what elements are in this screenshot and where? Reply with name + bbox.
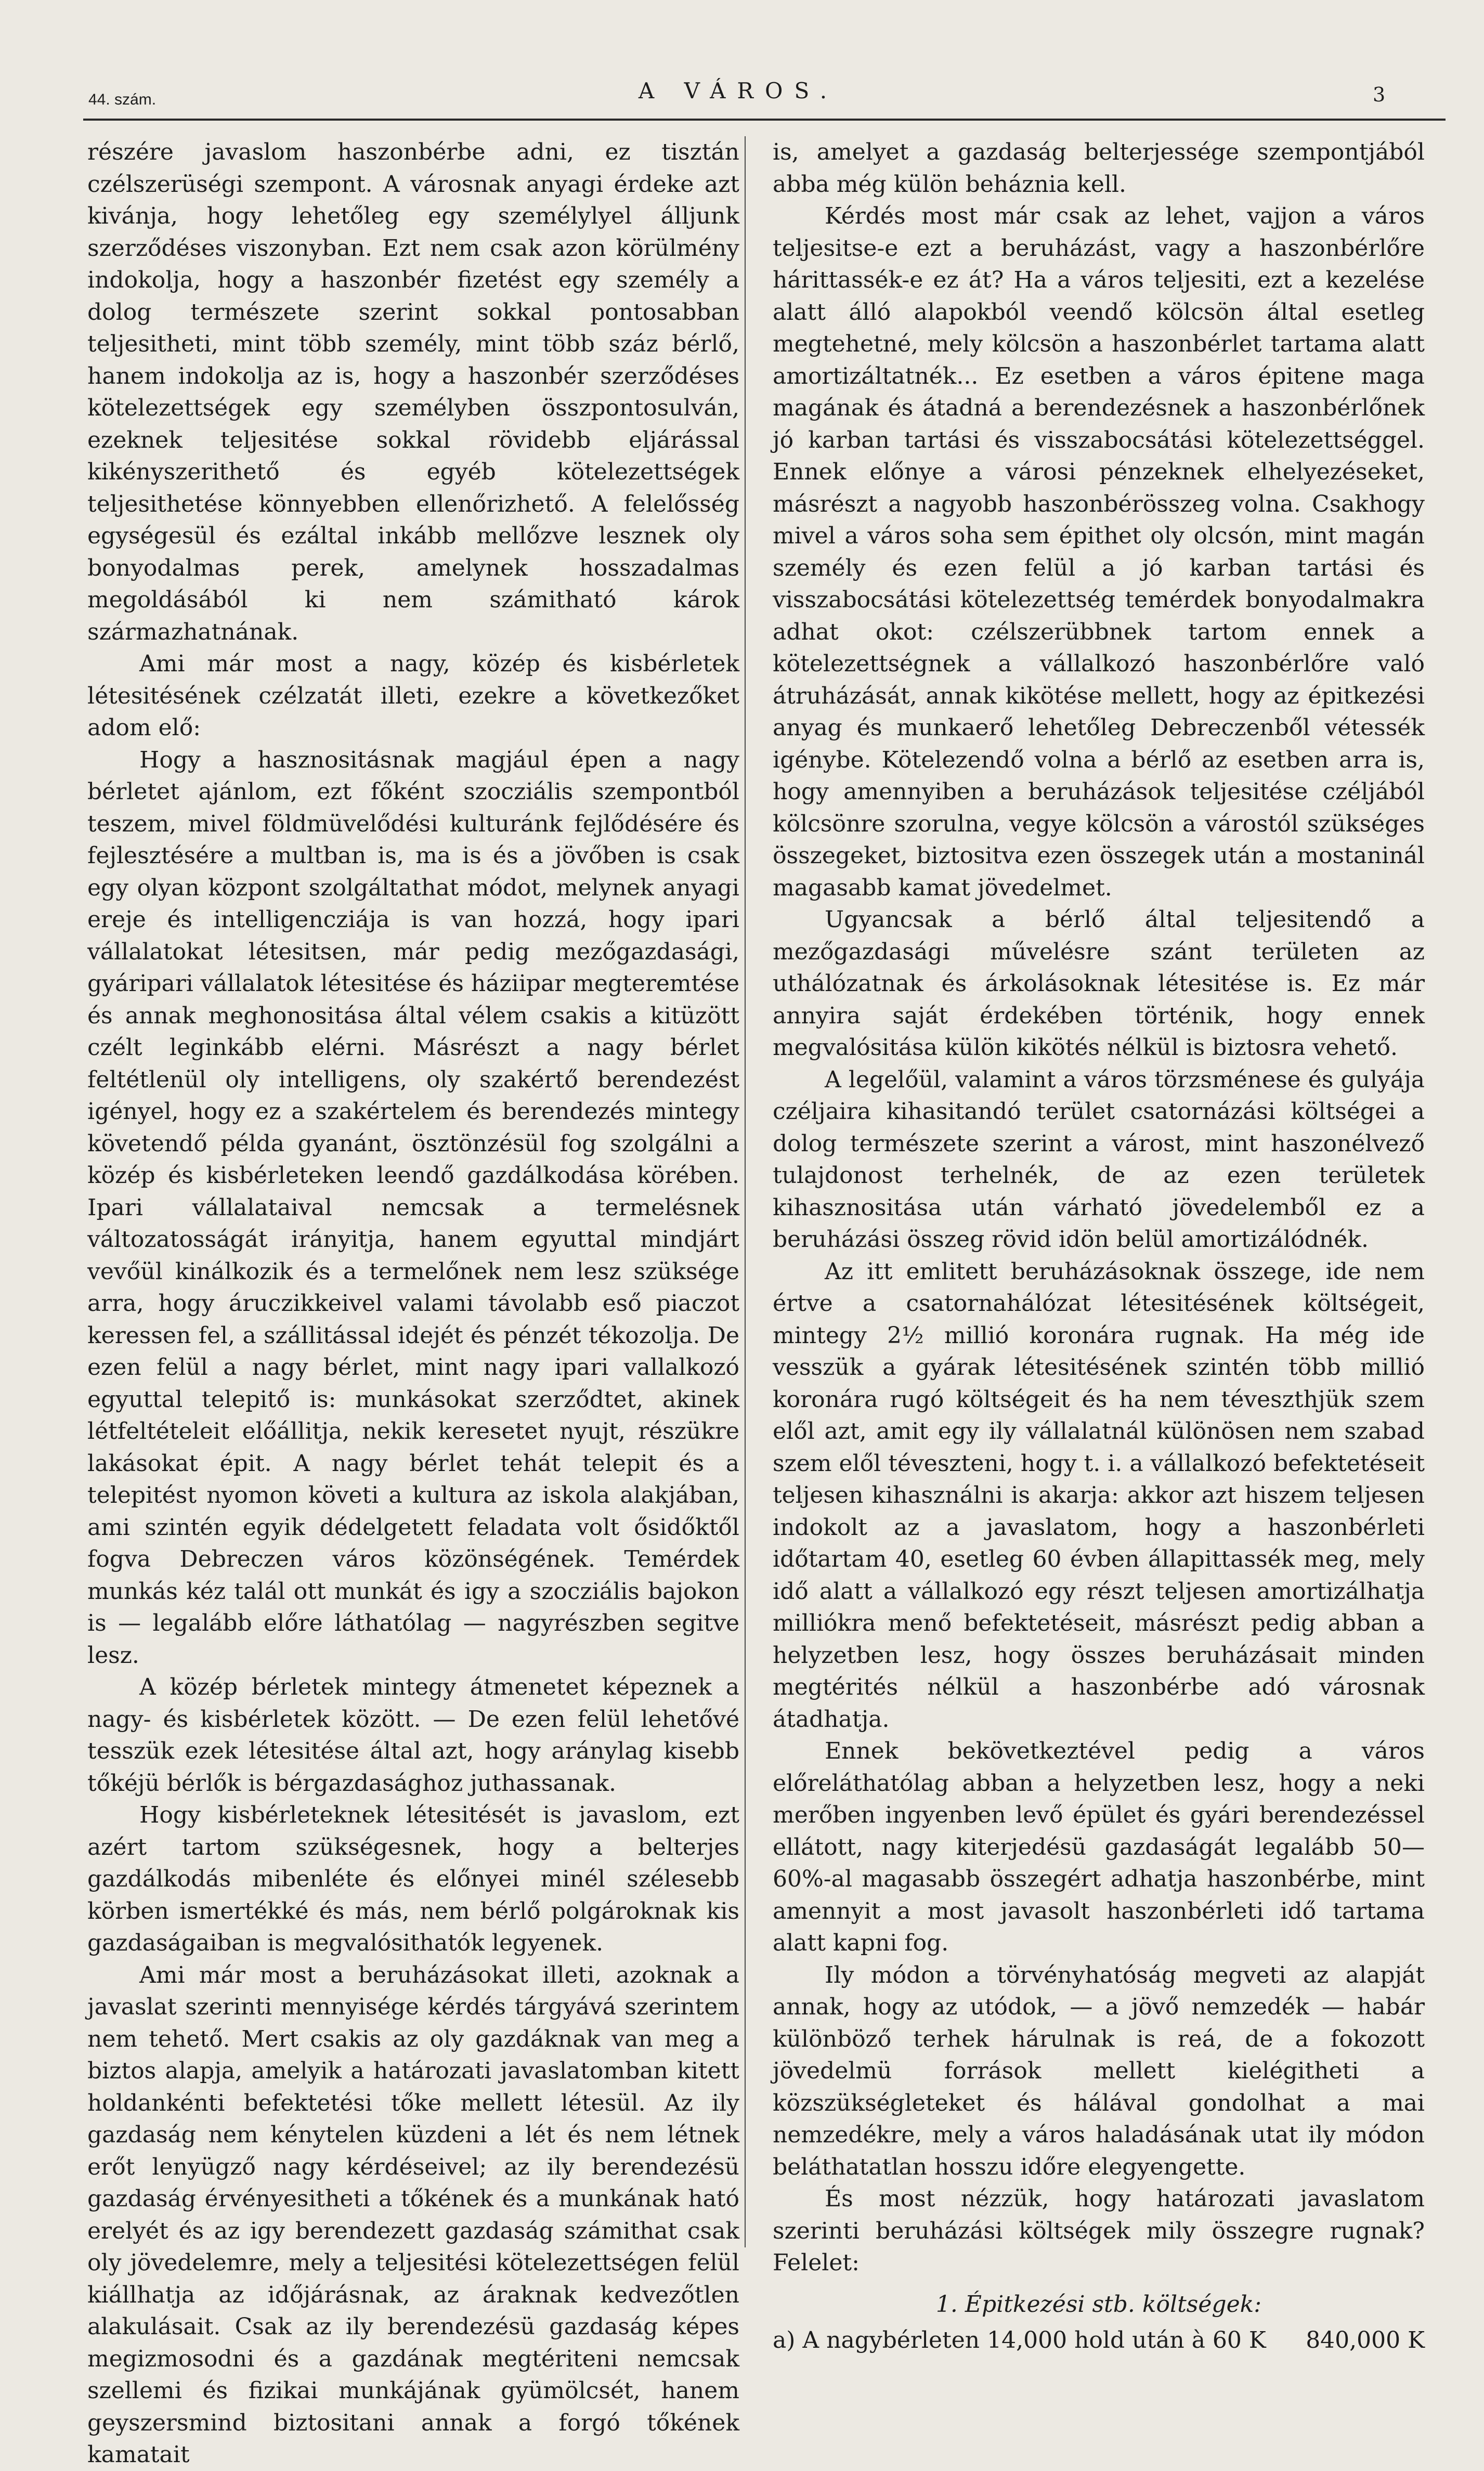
right-column [773,136,1425,2353]
left-column [87,136,739,2468]
paragraph: részére javaslom haszonbérbe adni, ez tisztán czélszerüségi szempont. A városnak anyagi érdeke azt kivánja, hogy lehetőleg egy személylyel álljunk szerződéses viszonyban. Ezt nem csak azon körülmény indokolja, hogy a haszonbér fizetést egy személy a dolog természete szerint sokkal pontosabban teljesitheti, mint több személy, mint több száz bérlő, hanem indokolja az is, hogy a haszonbér szerződéses kötelezettségek egy személyben összpontosulván, ezeknek teljesitése sokkal rövidebb eljárással kikényszerithető és egyéb kötelezettségek teljesithetése könnyebben ellenőrizhető. A felelősség egységesül és ezáltal inkább mellőzve lesznek oly bonyodalmas perek, amelynek hosszadalmas megoldásából ki nem számitható károk származhatnának. [87,139,739,645]
paragraph: Ennek bekövetkeztével pedig a város előreláthatólag abban a helyzetben lesz, hogy a neki merőben ingyenben levő épület és gyári berendezéssel ellátott, nagy kiterjedésü gazdaságát legalább 50—60%-al magasabb összegért adhatja haszonbérbe, mint amennyit a most javasolt haszonbérleti idő tartama alatt kapni fog. [773,1738,1425,1956]
header-rule [83,119,1446,121]
paragraph: A legelőül, valamint a város törzsménese és gulyája czéljaira kihasitandó terület csatornázási költségei a dolog természete szerint a várost, mint haszonélvező tulajdonost terhelnék, de az ezen területek kihasznositása után várható jövedelemből ez a beruházási összeg rövid idön belül amortizálódnék. [773,1066,1425,1253]
section-heading: 1. Épitkezési stb. költségek: [935,2291,1262,2318]
paragraph: Ugyancsak a bérlő által teljesitendő a mezőgazdasági művelésre szánt területen az uthálózatnak és árkolásoknak létesitése is. Ez már annyira saját érdekében történik, hogy ennek megvalósitása külön kikötés nélkül is biztosra vehető. [773,906,1425,1061]
paragraph: És most nézzük, hogy határozati javaslatom szerinti beruházási költségek mily összegre rugnak? Felelet: [773,2186,1425,2276]
page-number: 3 [1373,83,1386,106]
cost-item-label: a) A nagybérleten 14,000 hold után à 60 K [773,2327,1266,2353]
paragraph: A közép bérletek mintegy átmenetet képeznek a nagy- és kisbérletek között. — De ezen felül lehetővé tesszük ezek létesitése által azt, hogy aránylag kisebb tőkéjü bérlők is bérgazdasághoz juthassanak. [87,1674,739,1797]
paragraph: Ami már most a nagy, közép és kisbérletek létesitésének czélzatát illeti, ezekre a következőket adom elő: [87,651,739,741]
page-header [0,0,1484,135]
column-divider [745,136,746,2247]
publication-title: A VÁROS. [638,78,839,103]
issue-number: 44. szám. [88,91,157,108]
cost-item-row [773,2324,1425,2357]
paragraph: Az itt emlitett beruházásoknak összege, ide nem értve a csatornahálózat létesitésének költségeit, mintegy 2½ millió koronára rugnak. Ha még ide vesszük a gyárak létesitésének szintén több millió koronára rugó költségeit és ha nem téveszthjük szem elől azt, amit egy ily vállalatnál különösen nem szabad szem elől téveszteni, hogy t. i. a vállalkozó befektetéseit teljesen kihasználni is akarja: akkor azt hiszem teljesen indokolt az a javaslatom, hogy a haszonbérleti időtartam 40, esetleg 60 évben állapittassék meg, mely idő alatt a vállalkozó egy részt teljesen amortizálhatja milliókra menő befektetéseit, másrészt pedig abban a helyzetben lesz, hogy összes beruházásait minden megtérités nélkül a haszonbérbe adó városnak átadhatja. [773,1258,1425,1733]
paragraph: Ily módon a törvényhatóság megveti az alapját annak, hogy az utódok, — a jövő nemzedék — habár különböző terhek hárulnak is reá, de a fokozott jövedelmü források mellett kielégitheti a közszükségleteket és hálával gondolhat a mai nemzedékre, mely a város haladásának utat ily módon beláthatatlan hosszu időre elegyengette. [773,1961,1425,2180]
paragraph: Hogy kisbérleteknek létesitését is javaslom, ezt azért tartom szükségesnek, hogy a belterjes gazdálkodás mibenléte és előnyei minél szélesebb körben ismertékké és más, nem bérlő polgároknak kis gazdaságaiban is megvalósithatók legyenek. [87,1802,739,1956]
paragraph: Hogy a hasznositásnak magjául épen a nagy bérletet ajánlom, ezt főként szocziális szempontból teszem, mivel földmüvelődési kulturánk fejlődésére és fejlesztésére a multban is, ma is és a jövőben is csak egy olyan központ szolgáltathat módot, melynek anyagi ereje és intelligencziája is van hozzá, hogy ipari vállalatokat létesitsen, már pedig mezőgazdasági, gyáripari vállalatok létesitése és háziipar megteremtése és annak meghonositása által vélem csakis a kitüzött czélt leginkább elérni. Másrészt a nagy bérlet feltétlenül oly intelligens, oly szakértő berendezést igényel, hogy ez a szakértelem és berendezés mintegy követendő példa gyanánt, ösztönzésül fog szolgálni a közép és kisbérleteken leendő gazdálkodása körében. Ipari vállalataival nemcsak a termelésnek változatosságát irányitja, hanem egyuttal mindjárt vevőül kinálkozik és a termelőnek nem lesz szüksége arra, hogy áruczikkeivel valami távolabb eső piaczot keressen fel, a szállitással idejét és pénzét tékozolja. De ezen felül a nagy bérlet, mint nagy ipari vallalkozó egyuttal telepitő is: munkásokat szerződtet, akinek létfeltételeit előállitja, nekik keresetet nyujt, részükre lakásokat épit. A nagy bérlet tehát telepit és a telepitést nyomon követi a kultura az iskola alakjában, ami szintén egyik dédelgetett feladata volt ősidőktől fogva Debreczen város közönségének. Temérdek munkás kéz talál ott munkát és igy a szocziális bajokon is — legalább előre láthatólag — nagyrészben segitve lesz. [87,746,739,1669]
cost-item-amount: 840,000 K [1306,2327,1425,2353]
paragraph: Kérdés most már csak az lehet, vajjon a város teljesitse-e ezt a beruházást, vagy a haszonbérlőre hárittassék-e ez át? Ha a város teljesiti, ezt a kezelése alatt álló alapokból veendő kölcsön által esetleg megtehetné, mely kölcsön a haszonbérlet tartama alatt amortizáltatnék... Ez esetben a város épitene maga magának és átadná a berendezésnek a haszonbérlőnek jó karban tartási és visszabocsátási kötelezettséggel. Ennek előnye a városi pénzeknek elhelyezéseket, másrészt a nagyobb haszonbérösszeg volna. Csakhogy mivel a város soha sem épithet oly olcsón, mint magán személy és ezen felül a jó karban tartási és visszabocsátási kötelezettség temérdek bonyodalmakra adhat okot: czélszerübbnek tartom ennek a kötelezettségnek a vállalkozó haszonbérlőre való átruházását, annak kikötése mellett, hogy az épitkezési anyag és munkaerő lehetőleg Debreczenből vétessék igénybe. Kötelezendő volna a bérlő az esetben arra is, hogy amennyiben a beruházások teljesitése czéljából kölcsönre szorulna, vegye kölcsön a várostól szükséges összegeket, biztositva ezen összegek után a mostaninál magasabb kamat jövedelmet. [773,203,1425,901]
paragraph: Ami már most a beruházásokat illeti, azoknak a javaslat szerinti mennyisége kérdés tárgyává szerintem nem tehető. Mert csakis az oly gazdáknak van meg a biztos alapja, amelyik a határozati javaslatomban kitett holdankénti befektetési tőke mellett létesül. Az ily gazdaság nem kénytelen küzdeni a lét és nem létnek erőt lenyügző nagy kérdéseivel; az ily berendezésü gazdaság érvényesitheti a tőkének és a munkának ható erelyét és az igy berendezett gazdaság számithat csak oly jövedelemre, mely a teljesitési kötelezettségen felül kiállhatja az időjárásnak, az áraknak kedvezőtlen alakulásait. Csak az ily berendezésü gazdaság képes megizmosodni és a gazdának megtériteni nemcsak szellemi és fizikai munkájának gyümölcsét, hanem geyszersmind biztositani annak a forgó tőkének kamatait [87,1961,739,2468]
paragraph: is, amelyet a gazdaság belterjessége szempontjából abba még külön beháznia kell. [773,139,1425,198]
